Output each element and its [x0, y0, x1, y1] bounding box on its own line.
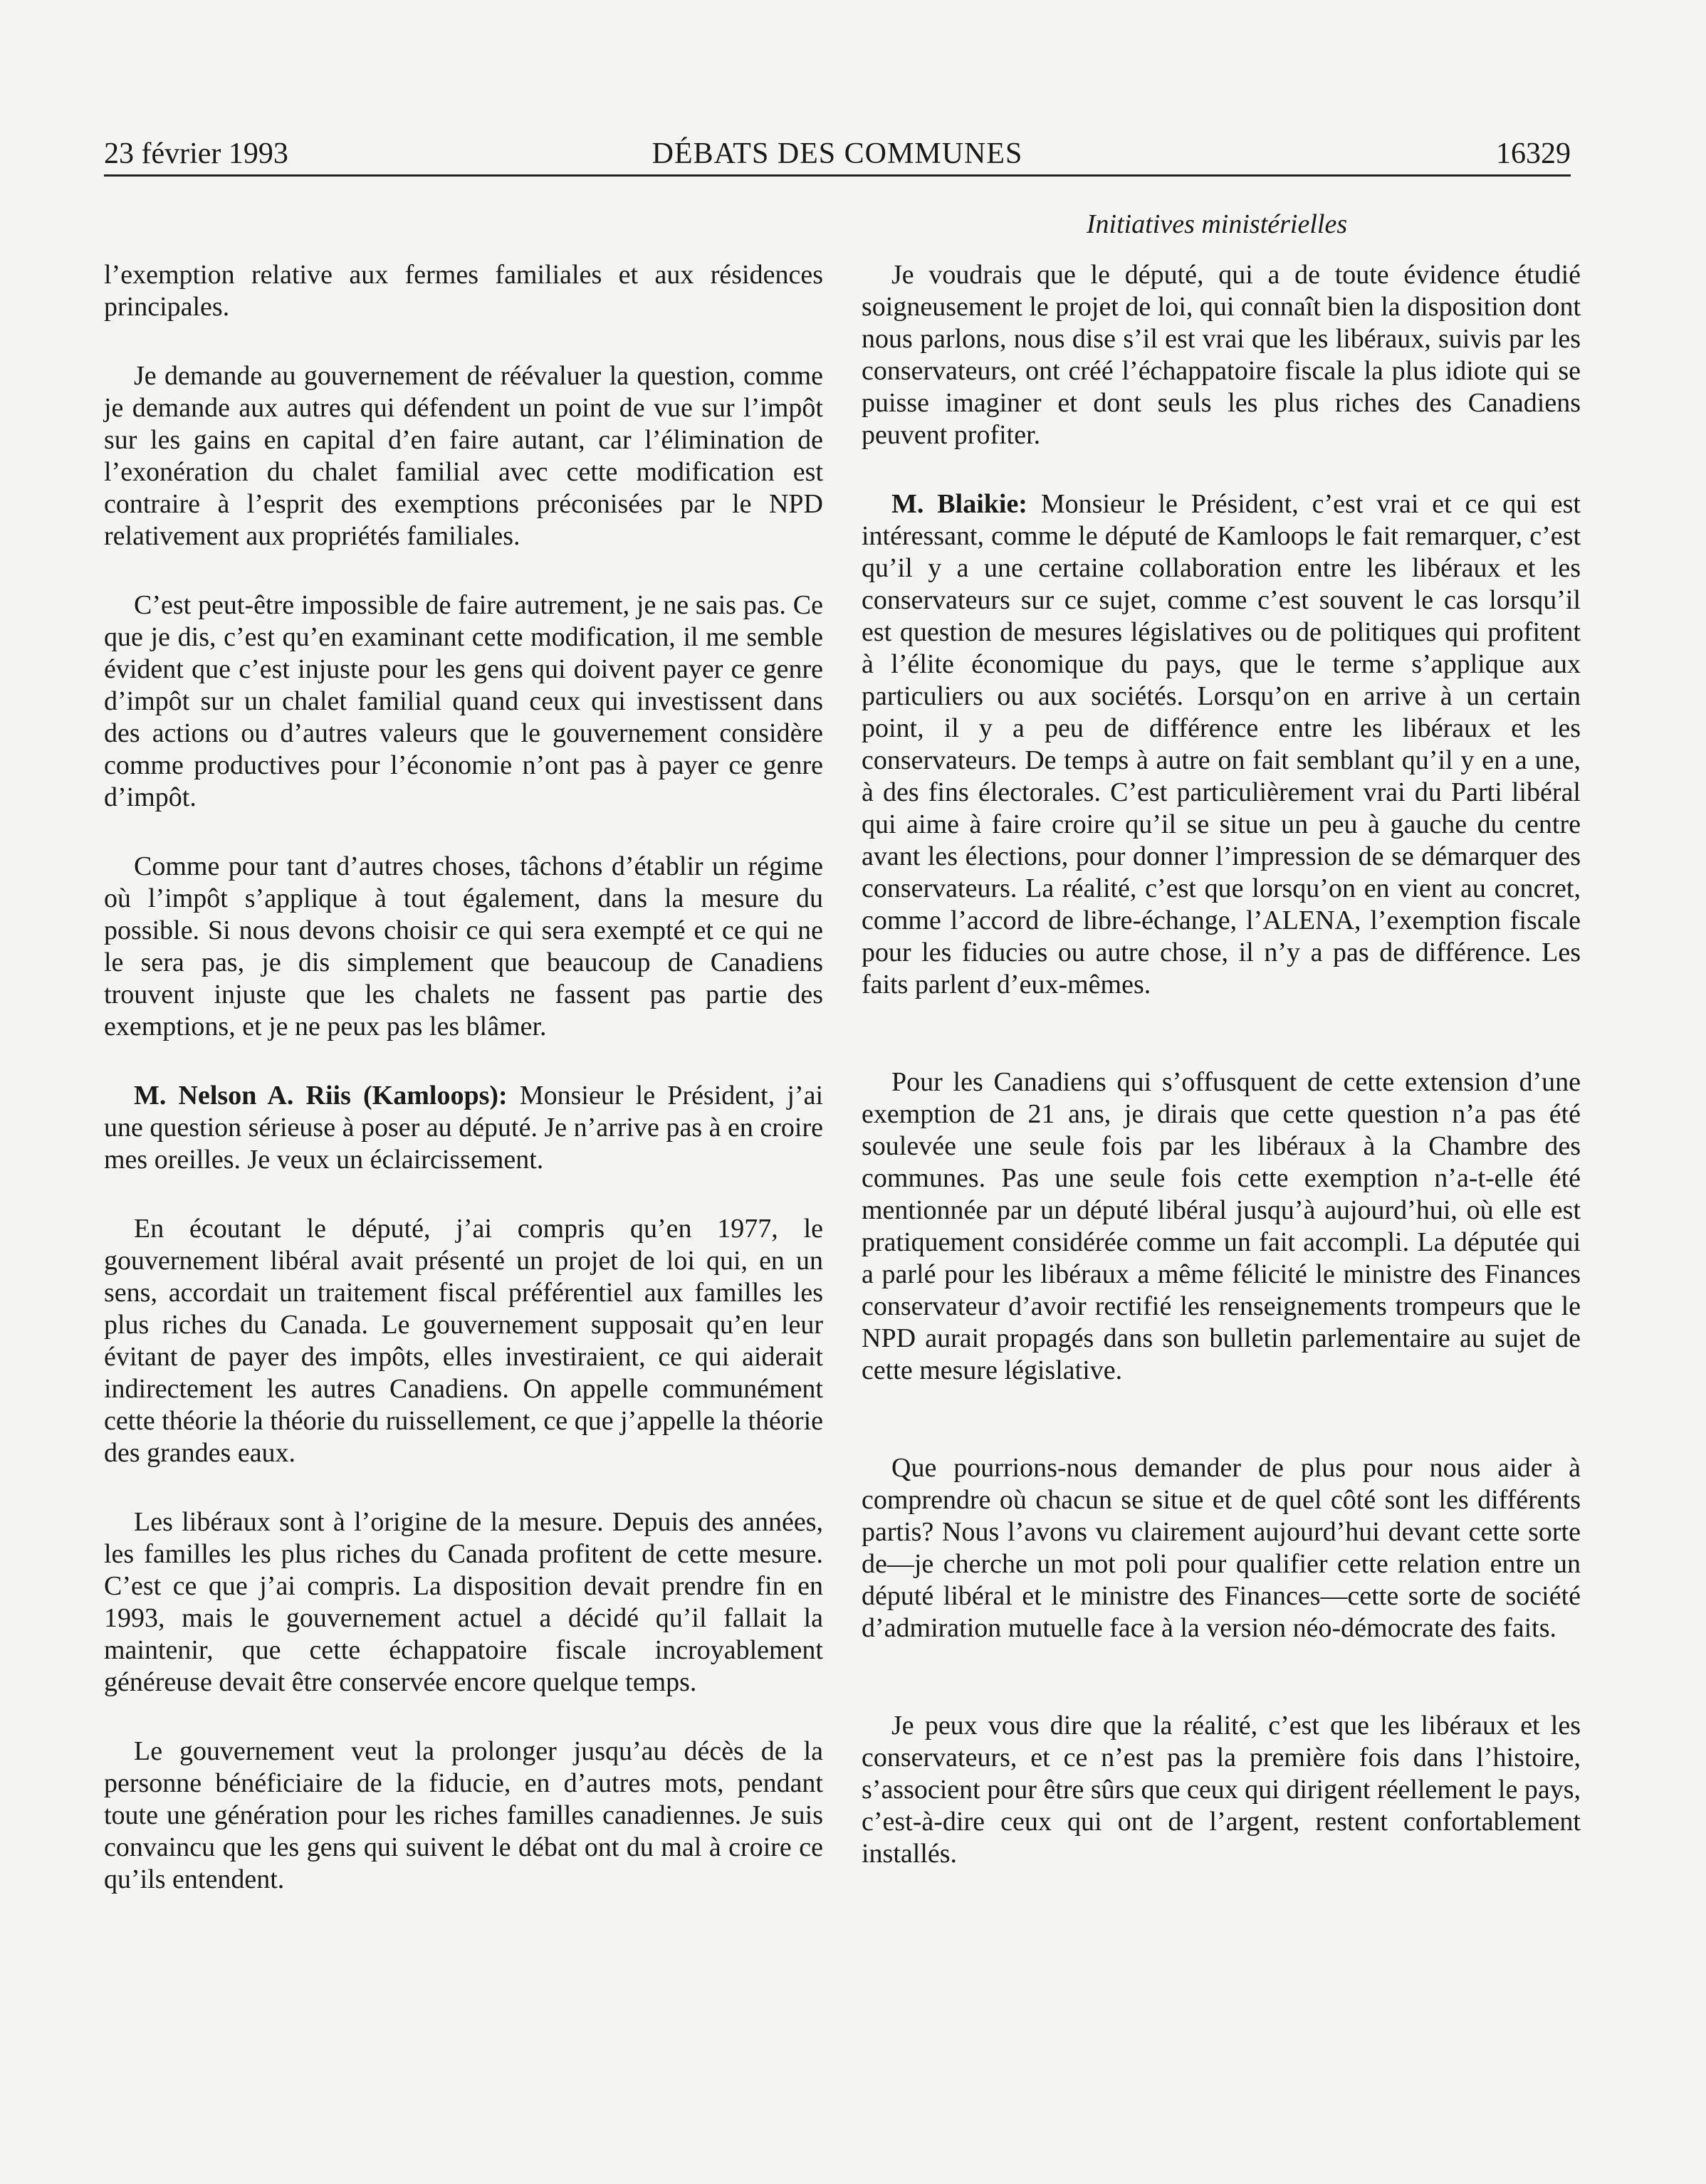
speaker-name: M. Blaikie:	[891, 489, 1027, 519]
paragraph: Je voudrais que le député, qui a de toute évidence étudié soigneusement le projet de loi, qui connaît bien la disposition dont nous parlons, nous dise s’il est vrai que les libéraux, suivis par les conservateurs, ont créé l’échappatoire fiscale la plus idiote qui se puisse imaginer et dont seuls les plus riches des Canadiens peuvent profiter.	[862, 260, 1581, 450]
header-title: DÉBATS DES COMMUNES	[651, 137, 1023, 170]
page-header	[104, 134, 1571, 174]
speech-text: Monsieur le Président, c’est vrai et ce qui est intéressant, comme le député de Kamloops le fait remarquer, c’est qu’il y a une certaine collaboration entre les libéraux et les conservateurs sur ce sujet, comme c’est souvent le cas lorsqu’il est question de mesures législatives ou de politiques qui profitent à l’élite économique du pays, que le terme s’applique aux particuliers ou aux sociétés. Lorsqu’on en arrive à un certain point, il y a peu de différence entre les libéraux et les conservateurs. De temps à autre on fait semblant qu’il y en a une, à des fins électorales. C’est particulièrement vrai du Parti libéral qui aime à faire croire qu’il se situe un peu à gauche du centre avant les élections, pour donner l’impression de se démarquer des conservateurs. La réalité, c’est que lorsqu’on en vient au concret, comme l’accord de libre-échange, l’ALENA, l’exemption fiscale pour les fiducies ou autre chose, il n’y a pas de différence. Les faits parlent d’eux-mêmes.	[862, 489, 1581, 999]
paragraph: C’est peut-être impossible de faire autrement, je ne sais pas. Ce que je dis, c’est qu’en examinant cette modification, il me semble évident que c’est injuste pour les gens qui doivent payer ce genre d’impôt sur un chalet familial quand ceux qui investissent dans des actions ou d’autres valeurs que le gouvernement considère comme productives pour l’économie n’ont pas à payer ce genre d’impôt.	[104, 590, 823, 812]
paragraph: l’exemption relative aux fermes familiales et aux résidences principales.	[104, 260, 823, 322]
paragraph: En écoutant le député, j’ai compris qu’en 1977, le gouvernement libéral avait présenté un projet de loi qui, en un sens, accordait un traitement fiscal préférentiel aux familles les plus riches du Canada. Le gouvernement supposait qu’en leur évitant de payer des impôts, elles investiraient, ce qui aiderait indirectement les autres Canadiens. On appelle communément cette théorie la théorie du ruissellement, ce que j’appelle la théorie des grandes eaux.	[104, 1214, 823, 1468]
paragraph: Comme pour tant d’autres choses, tâchons d’établir un régime où l’impôt s’applique à tout également, dans la mesure du possible. Si nous devons choisir ce qui sera exempté et ce qui ne le sera pas, je dis simplement que beaucoup de Canadiens trouvent injuste que les chalets ne fassent pas partie des exemptions, et je ne peux pas les blâmer.	[104, 851, 823, 1041]
paragraph: Les libéraux sont à l’origine de la mesure. Depuis des années, les familles les plus riches du Canada profitent de cette mesure. C’est ce que j’ai compris. La disposition devait prendre fin en 1993, mais le gouvernement actuel a décidé qu’il fallait la maintenir, que cette échappatoire fiscale incroyablement généreuse devait être conservée encore quelque temps.	[104, 1507, 823, 1697]
paragraph: Je demande au gouvernement de réévaluer la question, comme je demande aux autres qui défendent un point de vue sur l’impôt sur les gains en capital d’en faire autant, car l’élimination de l’exonération du chalet familial avec cette modification est contraire à l’esprit des exemptions préconisées par le NPD relativement aux propriétés familiales.	[104, 361, 823, 551]
header-page-number: 16329	[1496, 137, 1571, 170]
speaker-name: M. Nelson A. Riis (Kamloops):	[134, 1081, 508, 1111]
speaker-paragraph	[862, 488, 1581, 1001]
paragraph: Que pourrions-nous demander de plus pour nous aider à comprendre où chacun se situe et de quel côté sont les différents partis? Nous l’avons vu clairement aujourd’hui devant cette sorte de—je cherche un mot poli pour qualifier cette relation entre un député libéral et le ministre des Finances—cette sorte de société d’admiration mutuelle face à la version néo-démocrate des faits.	[862, 1453, 1581, 1643]
header-date: 23 février 1993	[104, 137, 288, 170]
speaker-paragraph	[104, 1080, 823, 1176]
paragraph: Le gouvernement veut la prolonger jusqu’au décès de la personne bénéficiaire de la fiducie, en d’autres mots, pendant toute une génération pour les riches familles canadiennes. Je suis convaincu que les gens qui suivent le débat ont du mal à croire ce qu’ils entendent.	[104, 1736, 823, 1894]
paragraph: Je peux vous dire que la réalité, c’est que les libéraux et les conservateurs, et ce n’est pas la première fois dans l’histoire, s’associent pour être sûrs que ceux qui dirigent réellement le pays, c’est-à-dire ceux qui ont de l’argent, restent confortablement installés.	[862, 1711, 1581, 1869]
paragraph: Pour les Canadiens qui s’offusquent de cette extension d’une exemption de 21 ans, je dirais que cette question n’a pas été soulevée une seule fois par les libéraux à la Chambre des communes. Pas une seule fois cette exemption n’a-t-elle été mentionnée par un député libéral jusqu’à aujourd’hui, où elle est pratiquement considérée comme un fait accompli. La députée qui a parlé pour les libéraux a même félicité le ministre des Finances conservateur d’avoir rectifié les renseignements trompeurs que le NPD aurait propagés dans son bulletin parlementaire au sujet de cette mesure législative.	[862, 1067, 1581, 1385]
section-label: Initiatives ministérielles	[1086, 209, 1348, 239]
speech-text: Monsieur le Président, j’ai une question sérieuse à poser au député. Je n’arrive pas à en croire mes oreilles. Je veux un éclaircissement.	[104, 1081, 824, 1175]
right-column	[862, 259, 1581, 1907]
left-column	[104, 259, 823, 1933]
header-rule	[104, 174, 1571, 177]
